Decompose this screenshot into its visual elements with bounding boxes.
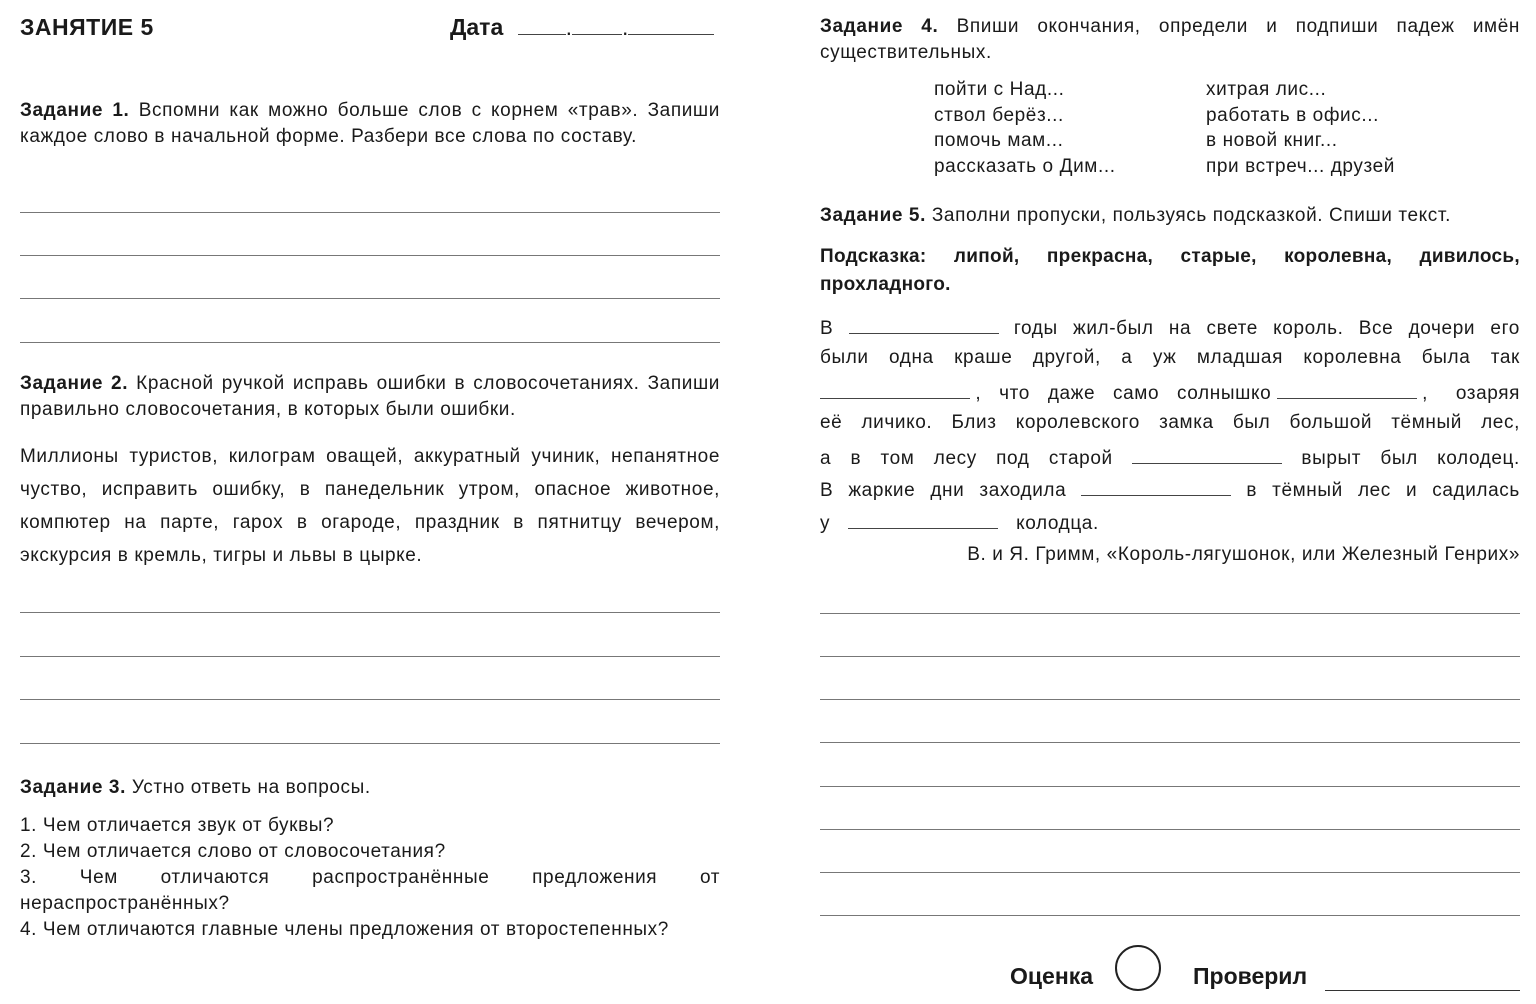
word: старой [1048,448,1113,469]
word: вырыт [1301,448,1362,469]
word: колодца. [1016,513,1099,534]
date-field [450,14,714,41]
word: был [1232,412,1271,433]
fill-blank[interactable] [820,380,970,399]
word: одна [889,347,934,368]
question-item: 3. Чем отличаются распространённые предложения от нераспространённых? [20,867,720,914]
date-sep: . [565,14,573,40]
phrase-item: рассказать о Дим... [934,155,1116,177]
answer-line[interactable] [820,656,1520,657]
phrase-item: работать в офис... [1206,104,1380,126]
hint-word: дивилось, [1419,246,1520,267]
question-item: 2. Чем отличается слово от словосочетания? [20,841,446,862]
word: у [820,513,831,534]
word: уж [1152,347,1177,368]
word: заходила [979,480,1067,501]
word: были [820,347,869,368]
answer-line[interactable] [20,342,720,343]
question-item: 4. Чем отличаются главные члены предложения от второстепенных? [20,919,669,940]
fill-blank[interactable] [849,315,999,334]
task1-instructions: Вспомни как можно больше слов с корнем «трав». Запиши каждое слово в начальной форме. Разбери все слова по составу. [20,100,720,147]
task4-col1 [934,77,1116,179]
word: тёмный [1272,480,1343,501]
date-year-blank[interactable] [628,16,714,35]
task4-col2 [1206,77,1395,179]
grade-label: Оценка [1010,963,1094,989]
task3-instructions: Устно ответь на вопросы. [131,777,371,798]
word: дни [930,480,965,501]
hint-word: прохладного. [820,274,951,295]
word: большой [1289,412,1373,433]
phrase-item: помочь мам... [934,130,1064,151]
task3-questions [20,813,720,943]
word: свете [1206,318,1258,339]
word: и [1405,480,1418,501]
answer-line[interactable] [20,699,720,700]
answer-line[interactable] [20,656,720,657]
hint-word: липой, [953,246,1020,267]
answer-line[interactable] [20,298,720,299]
task3 [20,775,720,801]
hint-word: прекрасна, [1046,246,1154,267]
word: , что даже само солнышко [975,383,1272,404]
word: садилась [1432,480,1520,501]
word: лесу [933,448,977,469]
answer-line[interactable] [820,786,1520,787]
date-sep: . [622,14,629,40]
word: колодец. [1437,448,1520,469]
answer-line[interactable] [20,743,720,744]
answer-line[interactable] [20,255,720,256]
task4-instructions: Впиши окончания, определи и подпиши падеж имён существительных. [820,16,1520,63]
task5-source: В. и Я. Гримм, «Король-лягушонок, или Железный Генрих» [967,544,1520,565]
task5-passage [820,315,1520,545]
task2 [20,371,720,423]
task1-label: Задание 1. [20,100,130,121]
fill-blank[interactable] [1277,380,1417,399]
word: младшая [1196,347,1283,368]
word: дочери [1408,318,1476,339]
word: королевна [1303,347,1402,368]
word: В [820,318,834,339]
word: а [820,448,832,469]
word: была [1421,347,1471,368]
task2-phrases: Миллионы туристов, килограм оващей, аккуратный учиник, непанятное чуство, исправить ошибку, в панедельник утром, опасное животное, компютер на парте, гарох в огароде, праздник в пятнитцу вечером, экскурсия в кремль, тигры и львы в цырке. [20,446,720,566]
task5-label: Задание 5. [820,205,926,226]
word: а [1121,347,1133,368]
task5-instructions: Заполни пропуски, пользуясь подсказкой. Спиши текст. [931,205,1451,226]
answer-line[interactable] [820,613,1520,614]
word: его [1490,318,1520,339]
word: король. [1273,318,1344,339]
answer-line[interactable] [820,829,1520,830]
word: в [1246,480,1258,501]
task4 [820,14,1520,66]
hint-word: старые, [1180,246,1257,267]
hint-word: Подсказка: [820,246,927,267]
word: замка [1159,412,1214,433]
word: в [850,448,862,469]
phrase-item: ствол берёз... [934,104,1064,126]
word: Все [1358,318,1394,339]
answer-line[interactable] [820,872,1520,873]
date-day-blank[interactable] [518,16,566,35]
answer-line[interactable] [820,699,1520,700]
word: жаркие [848,480,916,501]
word: том [880,448,915,469]
task3-label: Задание 3. [20,777,126,798]
date-label: Дата [450,14,504,40]
word: так [1490,347,1520,368]
word: , озаряя [1422,383,1520,404]
word: В [820,480,834,501]
answer-line[interactable] [20,612,720,613]
phrase-item: при встреч... друзей [1206,155,1395,177]
word: тёмный [1391,412,1462,433]
task1 [20,98,720,150]
phrase-item: пойти с Над... [934,79,1065,100]
fill-blank[interactable] [1132,445,1282,464]
word: другой, [1032,347,1101,368]
fill-blank[interactable] [848,510,998,529]
word: годы [1013,318,1058,339]
task4-label: Задание 4. [820,16,939,37]
hint-word: королевна, [1284,246,1393,267]
lesson-title: ЗАНЯТИЕ 5 [20,14,154,40]
word: личико. [861,412,933,433]
task2-label: Задание 2. [20,373,129,394]
task5 [820,203,1520,229]
word: жил-был [1073,318,1154,339]
word: лес, [1481,412,1520,433]
word: королевского [1015,412,1140,433]
word: под [996,448,1030,469]
word: Близ [951,412,997,433]
checked-signature-line[interactable] [1325,990,1520,991]
phrase-item: в новой книг... [1206,130,1338,151]
task2-instructions: Красной ручкой исправь ошибки в словосочетаниях. Запиши правильно словосочетания, в которых были ошибки. [20,373,720,420]
answer-line[interactable] [820,742,1520,743]
word: лес [1357,480,1391,501]
word: краше [954,347,1013,368]
answer-line[interactable] [20,212,720,213]
word: её [820,412,843,433]
date-month-blank[interactable] [572,16,622,35]
answer-line[interactable] [820,915,1520,916]
task5-hint [820,244,1520,298]
word: был [1380,448,1418,469]
fill-blank[interactable] [1081,477,1231,496]
grade-circle[interactable] [1115,945,1161,991]
question-item: 1. Чем отличается звук от буквы? [20,815,335,836]
phrase-item: хитрая лис... [1206,79,1327,100]
word: на [1168,318,1192,339]
checked-label: Проверил [1193,963,1308,989]
